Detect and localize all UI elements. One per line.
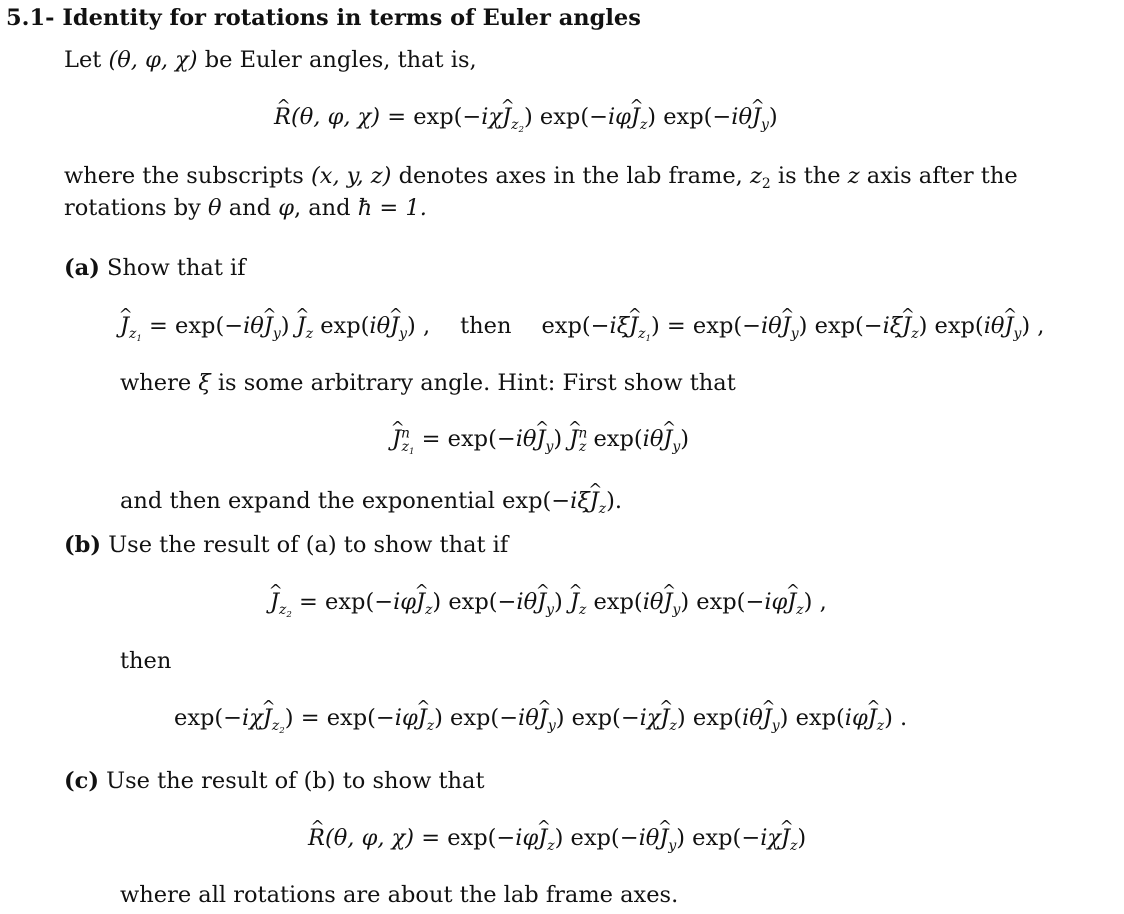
part-a-label: (a) [64,255,100,281]
part-a-expand-text: and then expand the exponential [120,488,495,514]
where-phi: φ [278,195,294,221]
equation-b-definition: ^ $J_{z_2}$ = exp(−iφ^ $J_z$) exp(−iθ^ $J_y$) ^ $J_z$ exp(iθ^ $J_y$) exp(−iφ^ $J_z$) , [270,591,827,615]
equation-a-definition: ^ $J_{z_1}$ = exp(−iθ^ $J_y$) ^ $J_z$ exp(iθ^ $J_y$) , then exp(−iξ^ $J_{z_1}$) = exp(−iθ^ $J_y$) exp(−iξ^ $J_z$) exp(iθ^ $J_y$) , [120,315,1044,339]
intro-angles: (θ, φ, χ) [108,47,198,73]
equation-b-result: exp(−iχ^ $J_{z_2}$) = exp(−iφ^ $J_z$) exp(−iθ^ $J_y$) exp(−iχ^ $J_z$) exp(iθ^ $J_y$) exp(iφ^ $J_z$) . [174,707,907,731]
part-b-label: (b) [64,532,102,558]
where-z2-sub: 2 [761,175,771,192]
problem-title: 5.1- Identity for rotations in terms of Euler angles [6,5,641,31]
part-a-xi: ξ [198,370,211,396]
equation-a-power: ^ $J^n_{z_1}$ = exp(−iθ^ $J_y$) ^ $J^n_z$ exp(iθ^ $J_y$) [392,428,689,452]
part-b-then: then [120,648,172,674]
where-axes: (x, y, z) [310,163,392,189]
where-text-5: rotations by [64,195,201,221]
where-theta: θ [208,195,222,221]
part-a-hint-1: where [120,370,192,396]
intro-tail: be Euler angles, that is, [204,47,477,73]
part-c-closing: where all rotations are about the lab frame axes. [120,882,679,908]
where-z: z [847,163,860,189]
part-a-hint-line [120,372,736,395]
part-c-heading [64,770,485,793]
part-a-then: then [460,313,512,339]
intro-line [64,49,477,72]
where-line-2 [64,197,427,220]
part-c-label: (c) [64,768,99,794]
where-and: and [228,195,272,221]
equation-rotation: ^ R(θ, φ, χ) = exp(−iχ^ $J_{z_2}$) exp(−iφ^ $J_z$) exp(−iθ^ $J_y$) [274,106,778,130]
where-z2: z [749,163,762,189]
where-text-3: is the [777,163,841,189]
part-a-text: Show that if [107,255,246,281]
where-line-1 [64,163,1018,192]
where-text-2: denotes axes in the lab frame, [398,163,743,189]
where-text-1: where the subscripts [64,163,304,189]
where-hbar: ħ = 1. [357,195,427,221]
part-c-text: Use the result of (b) to show that [106,768,485,794]
intro-lead: Let [64,47,102,73]
part-a-hint-2: is some arbitrary angle. Hint: First show that [217,370,736,396]
part-a-expand-line: and then expand the exponential exp(−iξ^ $J_z$). [120,490,622,513]
part-b-heading [64,534,508,557]
part-b-text: Use the result of (a) to show that if [108,532,509,558]
where-text-6: , and [293,195,351,221]
equation-c-result: ^ R(θ, φ, χ) = exp(−iφ^ $J_z$) exp(−iθ^ $J_y$) exp(−iχ^ $J_z$) [308,827,806,850]
where-text-4: axis after the [866,163,1018,189]
part-a-heading [64,257,246,280]
